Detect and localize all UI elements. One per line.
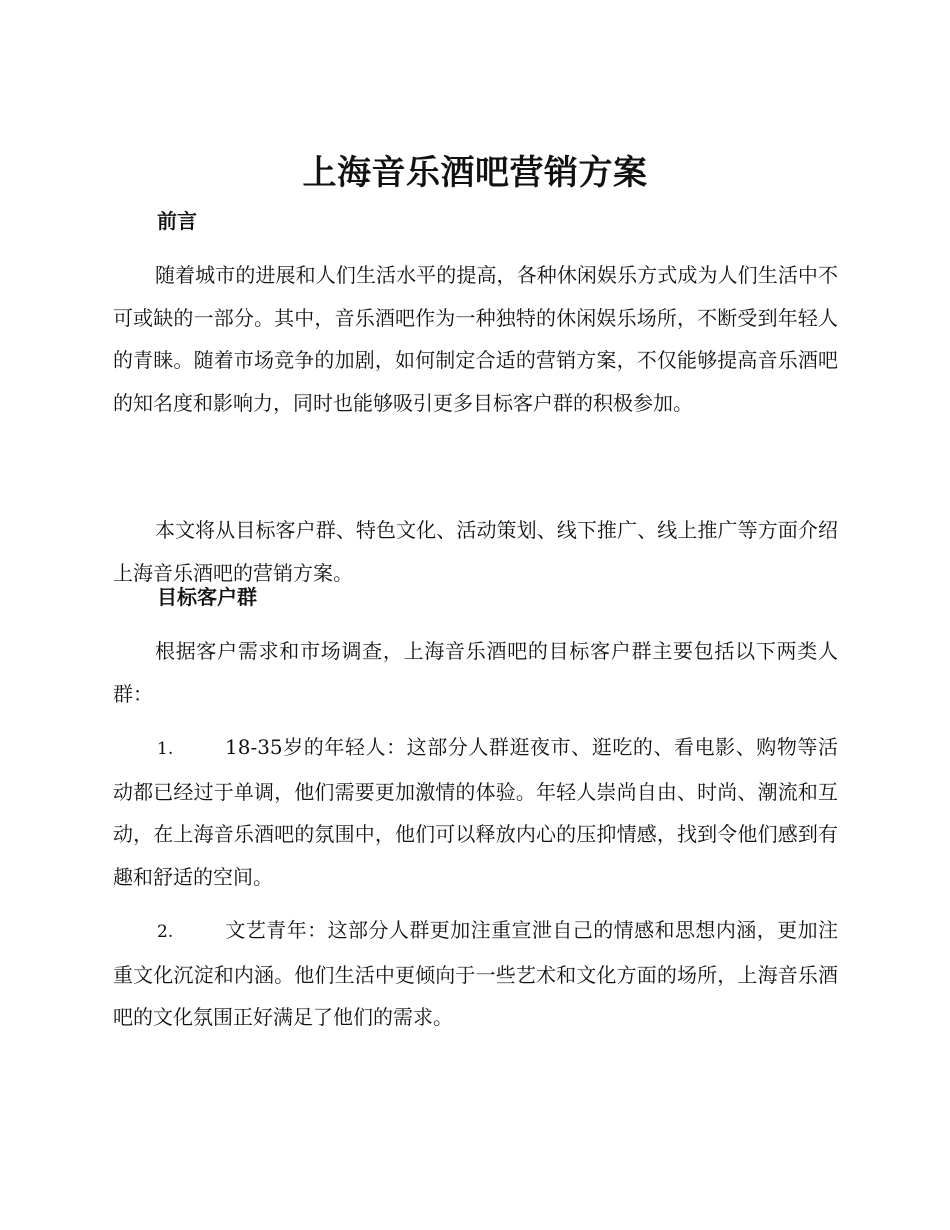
- list-item-number: 2.: [157, 922, 174, 942]
- list-item-number: 1.: [157, 739, 174, 759]
- section-heading-target-customers: 目标客户群: [157, 585, 257, 609]
- paragraph-preface-1: 随着城市的进展和人们生活水平的提高，各种休闲娱乐方式成为人们生活中不可或缺的一部分。其中，音乐酒吧作为一种独特的休闲娱乐场所，不断受到年轻人的青睐。随着市场竞争的加剧，如何制定合适的营销方案，不仅能够提高音乐酒吧的知名度和影响力，同时也能够吸引更多目标客户群的积极参加。: [113, 263, 838, 415]
- paragraph-preface-2: 本文将从目标客户群、特色文化、活动策划、线下推广、线上推广等方面介绍上海音乐酒吧的营销方案。: [113, 518, 838, 585]
- list-item-text: 18-35岁的年轻人：这部分人群逛夜市、逛吃的、看电影、购物等活动都已经过于单调，他们需要更加激情的体验。年轻人崇尚自由、时尚、潮流和互动，在上海音乐酒吧的氛围中，他们可以释放内心的压抑情感，找到令他们感到有趣和舒适的空间。: [113, 735, 838, 889]
- document-title: 上海音乐酒吧营销方案: [302, 153, 648, 193]
- section-heading-preface: 前言: [157, 209, 197, 233]
- list-item-art-youth: [113, 909, 838, 1039]
- list-item-young-people: [113, 726, 838, 898]
- paragraph-target-customers-intro: 根据客户需求和市场调查，上海音乐酒吧的目标客户群主要包括以下两类人群：: [113, 639, 838, 706]
- list-item-text: 文艺青年：这部分人群更加注重宣泄自己的情感和思想内涵，更加注重文化沉淀和内涵。他们生活中更倾向于一些艺术和文化方面的场所，上海音乐酒吧的文化氛围正好满足了他们的需求。: [113, 918, 838, 1029]
